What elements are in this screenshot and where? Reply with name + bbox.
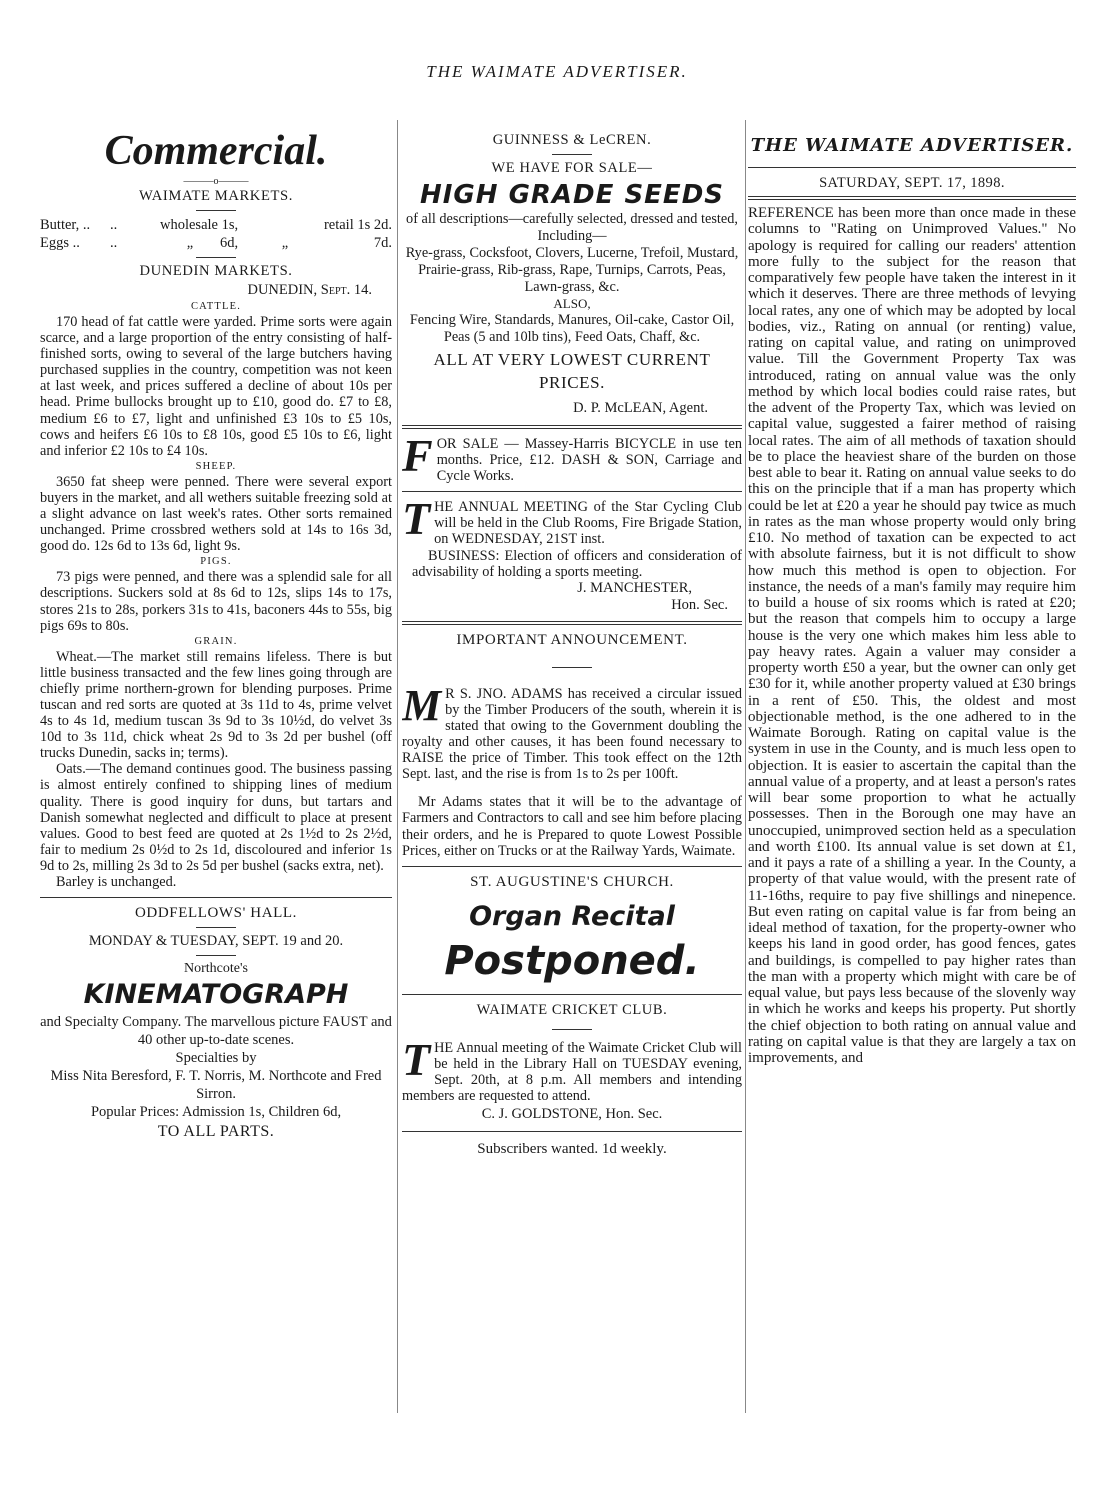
northcote: Northcote's [184, 961, 248, 977]
cricket-notice: T HE Annual meeting of the Waimate Cricket Club will be held in the Library Hall on TUESDAY evening, Sept. 20th, at 8 p.m. All members and intending members are requested to attend. [402, 1039, 742, 1104]
rule [748, 167, 1076, 168]
cattle-heading: CATTLE. [190, 301, 242, 312]
rule [402, 994, 742, 995]
cattle-report: 170 head of fat cattle were yarded. Prime sorts were again scarce, and a large proportion of the entry consisting of half-finished sorts, owing to several of the large butchers having purchased supplies in the country, competition was not keen at last week, and prices suffered a decline of about 10s per head. Prime bullocks brought up to £10, good do. £7 to £8, medium £6 to £7, light and unfinished £3 10s to £5 10s, cows and heifers £6 10s to £8 10s, good £5 10s to £6, light and inferior £2 10s to £4 10s. [40, 314, 392, 459]
rule [748, 196, 1076, 200]
organ-recital: Organ Recital [469, 900, 675, 932]
kinematograph-title: KINEMATOGRAPH [83, 979, 349, 1011]
eggs-row: Eggs .. .. „ 6d, „ 7d. [40, 235, 392, 251]
column-commercial [40, 120, 392, 1483]
important-announcement: IMPORTANT ANNOUNCEMENT. [456, 631, 688, 648]
to-all-parts: TO ALL PARTS. [157, 1123, 275, 1141]
oddfellows-heading: ODDFELLOWS' HALL. [134, 905, 298, 922]
divider [552, 1029, 592, 1030]
goldstone: C. J. GOLDSTONE, Hon. Sec. [481, 1106, 663, 1123]
seeds-title: HIGH GRADE SEEDS [419, 180, 725, 210]
divider [552, 154, 592, 155]
rule [402, 621, 742, 625]
rule [402, 866, 742, 867]
butter-row: Butter, .. .. wholesale 1s, retail 1s 2d. [40, 217, 392, 233]
for-sale-heading: WE HAVE FOR SALE— [491, 160, 653, 176]
divider [552, 667, 592, 668]
church-heading: ST. AUGUSTINE'S CHURCH. [470, 873, 674, 890]
column-advertisements [402, 120, 742, 1483]
lowest-prices: ALL AT VERY LOWEST CURRENT PRICES. [433, 350, 711, 392]
butter-wholesale: wholesale 1s, [160, 217, 239, 233]
masthead: THE WAIMATE ADVERTISER. [750, 135, 1074, 156]
sheep-report: 3650 fat sheep were penned. There were several export buyers in the market, and all wethers suitable freezing sold at a slight advance on last week's rates. Other sorts remained unchanged. Prime crossbred wethers sold at 14s to 16s 3d, good do. 12s 6d to 13s 6d, light 9s. [40, 473, 392, 555]
adams-notice-2: Mr Adams states that it will be to the advantage of Farmers and Contractors to call and see him before placing their orders, and he is Prepared to quote Lowest Possible Prices, either on Trucks or at the Railway Yards, Waimate. [402, 794, 742, 859]
running-head: THE WAIMATE ADVERTISER. [426, 62, 688, 81]
hon-sec: Hon. Sec. [671, 596, 728, 613]
ornament: ———o——— [183, 176, 249, 187]
also-list: Fencing Wire, Standards, Manures, Oil-cake, Castor Oil, Peas (5 and 10lb tins), Feed Oats, Chaff, &c. [409, 312, 735, 345]
event-dates: MONDAY & TUESDAY, SEPT. 19 and 20. [88, 933, 344, 950]
firm-name: GUINNESS & LeCREN. [492, 132, 652, 148]
oats-report: Oats.—The demand continues good. The business passing is almost entirely confined to shipping lines of medium quality. There is good inquiry for duns, but tartars and Danish somewhat neglected and difficult to place at present values. Good to best feed are quoted at 2s 1½d to 2s 2½d, fair to medium 2s 0½d to 2s 1d, discoloured and inferior 1s 9d to 2s, milling 2s 3d to 2s 5d per bushel (sacks extra, net). [40, 761, 392, 874]
editorial-text: REFERENCE has been more than once made in these columns to "Rating on Unimproved Values." No apology is required for calling our readers' attention more fully to the subject for the reason that comparatively few people have taken the interest in it which it deserves. There are three methods of levying local rates, any one of which may be adopted by local bodies, viz., Rating on annual (or renting) value, rating on capital value, and rating on unimproved value. Till the Government Property Tax was introduced, rating on annual value was the only method by which local bodies could raise rates, but the advent of the Property Tax, which was levied on capital value, suggested a fairer method of raising local rates. The aim of all methods of taxation should be to place the heaviest share of the burden on those best able to bear it. Rating on annual value seeks to do this on the principle that if a man has property which could be let at £20 a year he should pay twice as much in rates as the man whose property would only bring £10. No method of taxation can be expected to act with absolute fairness, but it is not difficult to show how much this method is open to objection. For instance, the needs of a man's family may require him to build a house of six rooms which is rated at £20; but the reason that compels him to occupy a large house is the very one which makes him less able to pay heavy rates. Again a valuer may consider a property worth £50 a year, but the owner can only get £30 for it, while another property valued at £30 brings in a rent of £50. This, the oldest and most objectionable method, is the one adhered to in the Waimate Borough. Rating on capital value is the system in use in the County, and is much less open to objection. It is easier to ascertain the capital than the annual value of a property, and at least a person's rates will bear some proportion to what he actually possesses. Then in the Borough one may have an unoccupied, unimproved section held as a speculation and worth £100. Its annual value is set down at £1, and it pays a rate of a shilling a year. In the County, a property of that value would, with the present rate of 11-16ths, require to pay five shillings and ninepence. But even rating on capital value is far from being an ideal method of taxation, for the property-owner who keeps his land in good order, has good fences, gates and buildings, is compelled to pay higher rates than the man with a property which might with care be of equal value, but pays less because of the slovenly way in which he works and keeps his property. Put shortly the chief objection to both rating on annual value and rating on capital value is that they are largely a tax on improvements, and [748, 205, 1076, 1066]
issue-date: SATURDAY, SEPT. 17, 1898. [819, 175, 1005, 191]
manchester: J. MANCHESTER, [577, 579, 692, 596]
bicycle-advert: F OR SALE — Massey-Harris BICYCLE in use ten months. Price, £12. DASH & SON, Carriage and Cycle Works. [402, 436, 742, 485]
rule [402, 1131, 742, 1132]
pigs-heading: PIGS. [200, 556, 232, 568]
postponed: Postponed. [444, 937, 700, 984]
specialties: Specialties by [175, 1050, 257, 1067]
seeds-description: of all descriptions—carefully selected, dressed and tested, Including— [406, 211, 738, 244]
prices: Popular Prices: Admission 1s, Children 6d, [90, 1104, 342, 1121]
butter-label: Butter, .. [40, 217, 91, 233]
artists: Miss Nita Beresford, F. T. Norris, M. Northcote and Fred Sirron. [50, 1068, 382, 1103]
cricket-heading: WAIMATE CRICKET CLUB. [476, 1001, 668, 1018]
eggs-wholesale: 6d, [220, 235, 239, 251]
cycling-club-notice: T HE ANNUAL MEETING of the Star Cycling Club will be held in the Club Rooms, Fire Brigade Station, on WEDNESDAY, 21ST inst. [402, 499, 742, 548]
barley-report: Barley is unchanged. [56, 874, 177, 890]
kinematograph-text: and Specialty Company. The marvellous picture FAUST and 40 other up-to-date scenes. [40, 1014, 392, 1049]
column-editorial [748, 120, 1076, 1483]
dunedin-markets-heading: DUNEDIN MARKETS. [139, 263, 293, 279]
pigs-report: 73 pigs were penned, and there was a splendid sale for all descriptions. Suckers sold at 8s 6d to 12s, slips 14s to 17s, stores 21s to 28s, porkers 31s to 41s, baconers 44s to 55s, big pigs 69s to 80s. [40, 569, 392, 634]
agent: D. P. McLEAN, Agent. [573, 400, 708, 416]
dateline: DUNEDIN, Sept. 14. [247, 282, 372, 298]
eggs-retail: 7d. [373, 235, 392, 251]
subscribers-wanted: Subscribers wanted. 1d weekly. [477, 1141, 667, 1158]
column-rule-2 [745, 120, 746, 1413]
also: ALSO, [553, 296, 591, 311]
business-agenda: BUSINESS: Election of officers and consideration of advisability of holding a sports meeting. [412, 547, 742, 580]
rule [402, 491, 742, 492]
divider [196, 257, 236, 258]
grain-heading: GRAIN. [194, 635, 238, 647]
sheep-heading: SHEEP. [195, 460, 237, 472]
commercial-title: Commercial. [104, 128, 328, 174]
divider [196, 955, 236, 956]
wheat-report: Wheat.—The market still remains lifeless. There is but little business transacted and the few lines going through are chiefly prime northern-grown for blending purposes. Prime tuscan and red sorts are quoted at 3s 11d to 4s, prime velvet 4s to 4s 1d, medium tuscan 3s 9d to 3s 10½d, do velvet 3s 10d to 3s 11d, chick wheat 2s 9d to 3s 2d per bushel (off trucks Dunedin, sacks in; terms). [40, 648, 392, 762]
rule [402, 425, 742, 429]
rule [40, 897, 392, 898]
butter-retail: retail 1s 2d. [323, 217, 392, 233]
column-rule-1 [397, 120, 398, 1413]
adams-notice: M R S. JNO. ADAMS has received a circular issued by the Timber Producers of the south, wherein it is stated that owing to the Government doubling the royalty and other causes, it has been found necessary to RAISE the price of Timber. This took effect on the 12th Sept. last, and the rise is from 1s to 2s per 100ft. [402, 685, 742, 783]
seeds-list: Rye-grass, Cocksfoot, Clovers, Lucerne, Trefoil, Mustard, Prairie-grass, Rib-grass, Rape, Turnips, Carrots, Peas, Lawn-grass, &c. [405, 245, 739, 295]
eggs-label: Eggs .. [40, 235, 80, 251]
divider [196, 927, 236, 928]
divider [196, 210, 236, 211]
waimate-markets-heading: WAIMATE MARKETS. [139, 188, 293, 204]
